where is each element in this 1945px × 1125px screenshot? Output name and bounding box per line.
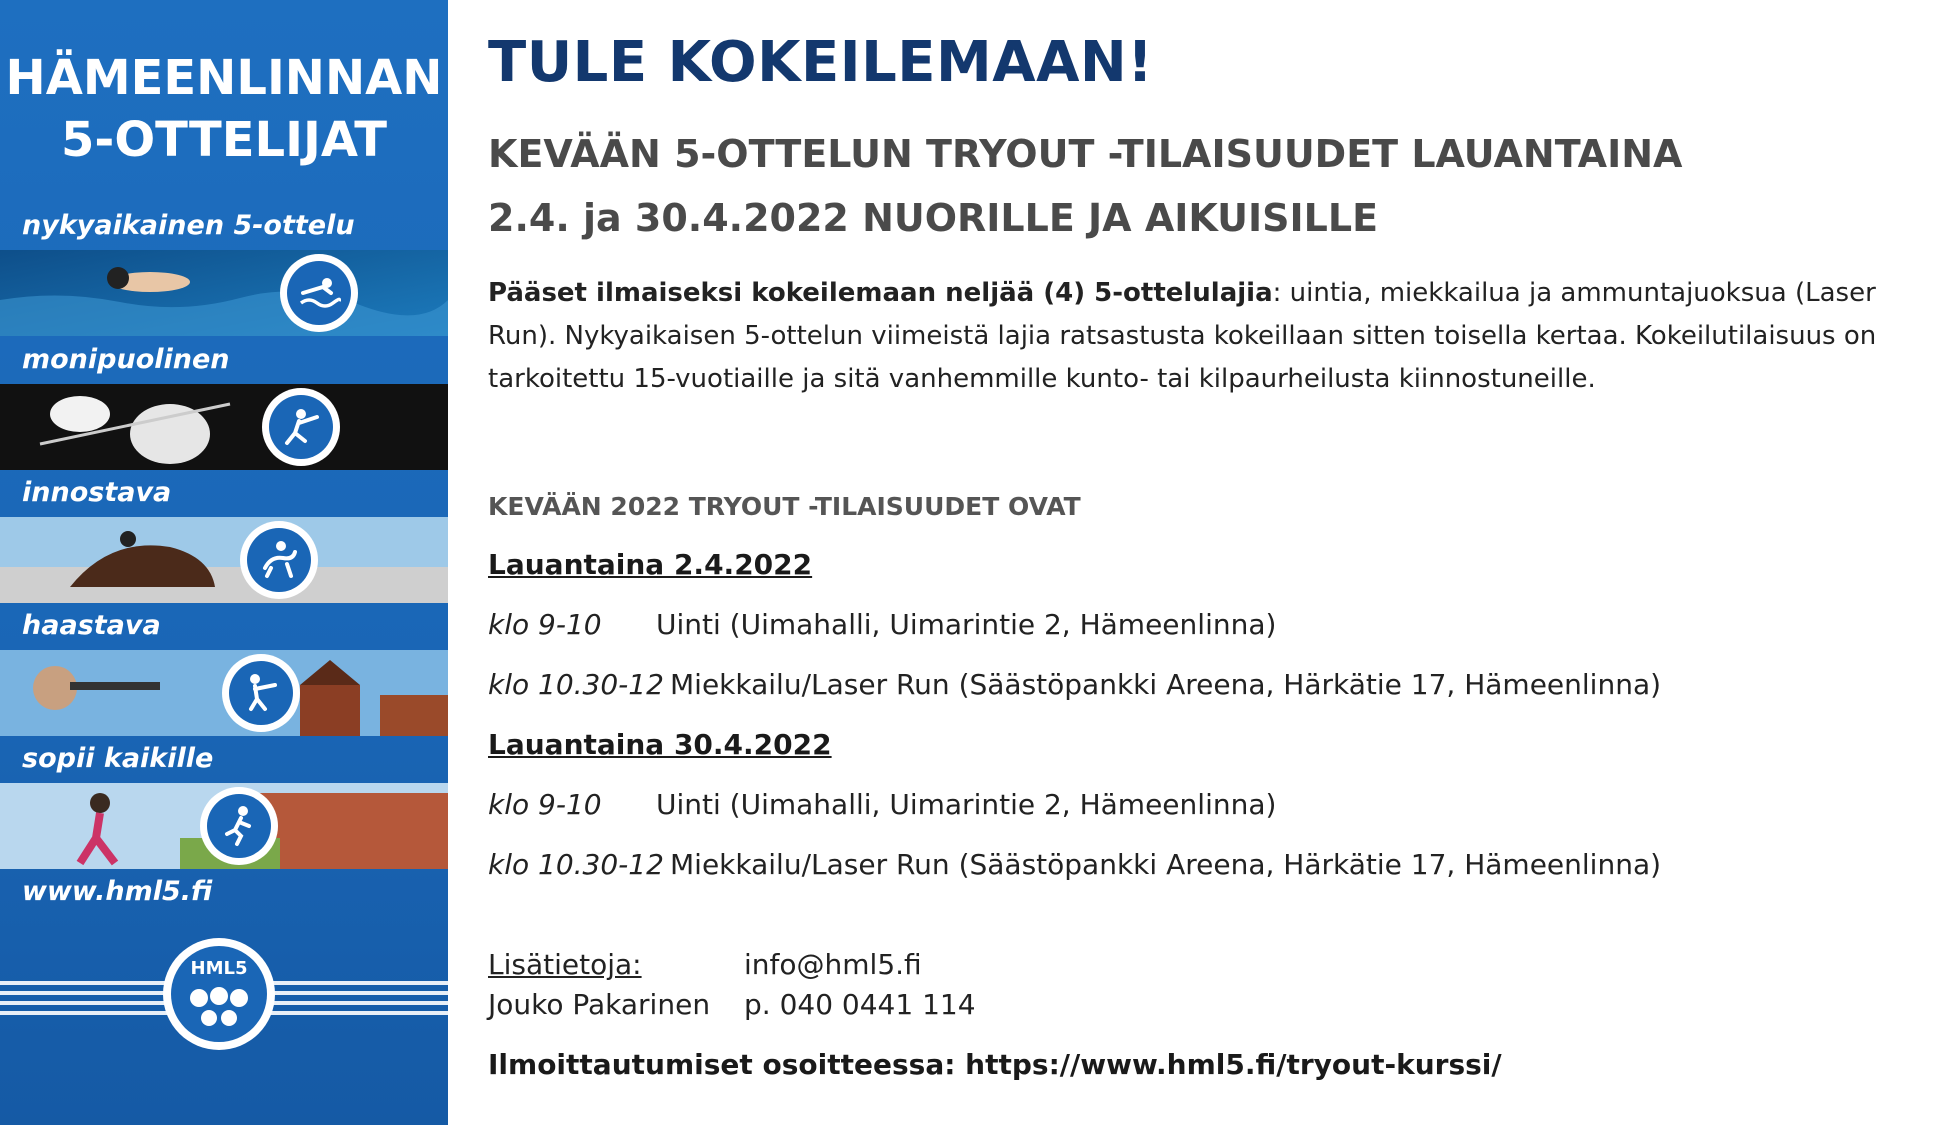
website-link[interactable]: www.hml5.fi <box>22 876 213 907</box>
schedule-row <box>488 668 1661 701</box>
event: Uinti (Uimahalli, Uimarintie 2, Hämeenlinna) <box>656 788 1277 821</box>
logo-sports-icon <box>171 946 267 1042</box>
logo-area <box>0 935 448 1055</box>
day-heading-1: Lauantaina 2.4.2022 <box>488 548 813 581</box>
sidebar <box>0 0 448 1125</box>
slogan-3: innostava <box>22 477 172 508</box>
swimming-photo-band <box>0 250 448 336</box>
slogan-5: sopii kaikille <box>22 743 214 774</box>
schedule-row <box>488 608 1276 641</box>
riding-photo-band <box>0 517 448 603</box>
fencing-badge <box>262 388 340 466</box>
intro-text: : uintia, miekkailua ja ammuntajuoksua (Laser Run). Nykyaikaisen 5-ottelun viimeistä lajia ratsastusta kokeillaan sitten toisella kertaa. Kokeilutilaisuus on tarkoitettu 15-vuotiaille ja sitä vanhemmille kunto- tai kilpaurheilusta kiinnostuneille. <box>488 278 1877 394</box>
running-photo-band <box>0 783 448 869</box>
time: klo 10.30-12 <box>488 668 664 701</box>
event: Uinti (Uimahalli, Uimarintie 2, Hämeenlinna) <box>656 608 1277 641</box>
subheadline-line1: KEVÄÄN 5-OTTELUN TRYOUT -TILAISUUDET LAUANTAINA <box>488 132 1683 176</box>
signup-text[interactable]: Ilmoittautumiset osoitteessa: https://www.hml5.fi/tryout-kurssi/ <box>488 1048 1502 1081</box>
day-heading-2: Lauantaina 30.4.2022 <box>488 728 832 761</box>
running-badge <box>200 787 278 865</box>
fencing-icon <box>279 405 323 449</box>
slogan-4: haastava <box>22 610 161 641</box>
time: klo 9-10 <box>488 788 602 821</box>
intro-paragraph <box>488 272 1928 401</box>
event: Miekkailu/Laser Run (Säästöpankki Areena, Härkätie 17, Hämeenlinna) <box>670 668 1662 701</box>
brand-title-line2: 5-OTTELIJAT <box>61 112 387 168</box>
contact-phone: p. 040 0441 114 <box>744 988 976 1021</box>
contact-row <box>488 988 976 1021</box>
time: klo 9-10 <box>488 608 602 641</box>
shooting-photo-band <box>0 650 448 736</box>
brand-title-line1: HÄMEENLINNAN <box>5 50 443 106</box>
intro-bold: Pääset ilmaiseksi kokeilemaan neljää (4) 5-ottelulajia <box>488 278 1273 308</box>
shooting-icon <box>239 671 283 715</box>
info-email[interactable]: info@hml5.fi <box>744 948 922 981</box>
swimming-icon <box>297 271 341 315</box>
info-row <box>488 948 922 981</box>
schedule-row <box>488 788 1276 821</box>
info-label: Lisätietoja: <box>488 948 642 981</box>
swimming-badge <box>280 254 358 332</box>
riding-badge <box>240 521 318 599</box>
logo-text: HML5 <box>190 958 248 979</box>
shooting-badge <box>222 654 300 732</box>
hml5-logo <box>163 938 275 1050</box>
time: klo 10.30-12 <box>488 848 664 881</box>
running-icon <box>217 804 261 848</box>
subheadline-line2: 2.4. ja 30.4.2022 NUORILLE JA AIKUISILLE <box>488 196 1379 240</box>
schedule-row <box>488 848 1661 881</box>
schedule-heading: KEVÄÄN 2022 TRYOUT -TILAISUUDET OVAT <box>488 492 1081 521</box>
riding-icon <box>257 538 301 582</box>
fencing-photo-band <box>0 384 448 470</box>
slogan-2: monipuolinen <box>22 344 230 375</box>
headline: TULE KOKEILEMAAN! <box>488 30 1154 95</box>
slogan-1: nykyaikainen 5-ottelu <box>22 210 355 241</box>
contact-name: Jouko Pakarinen <box>488 988 711 1021</box>
event: Miekkailu/Laser Run (Säästöpankki Areena, Härkätie 17, Hämeenlinna) <box>670 848 1662 881</box>
